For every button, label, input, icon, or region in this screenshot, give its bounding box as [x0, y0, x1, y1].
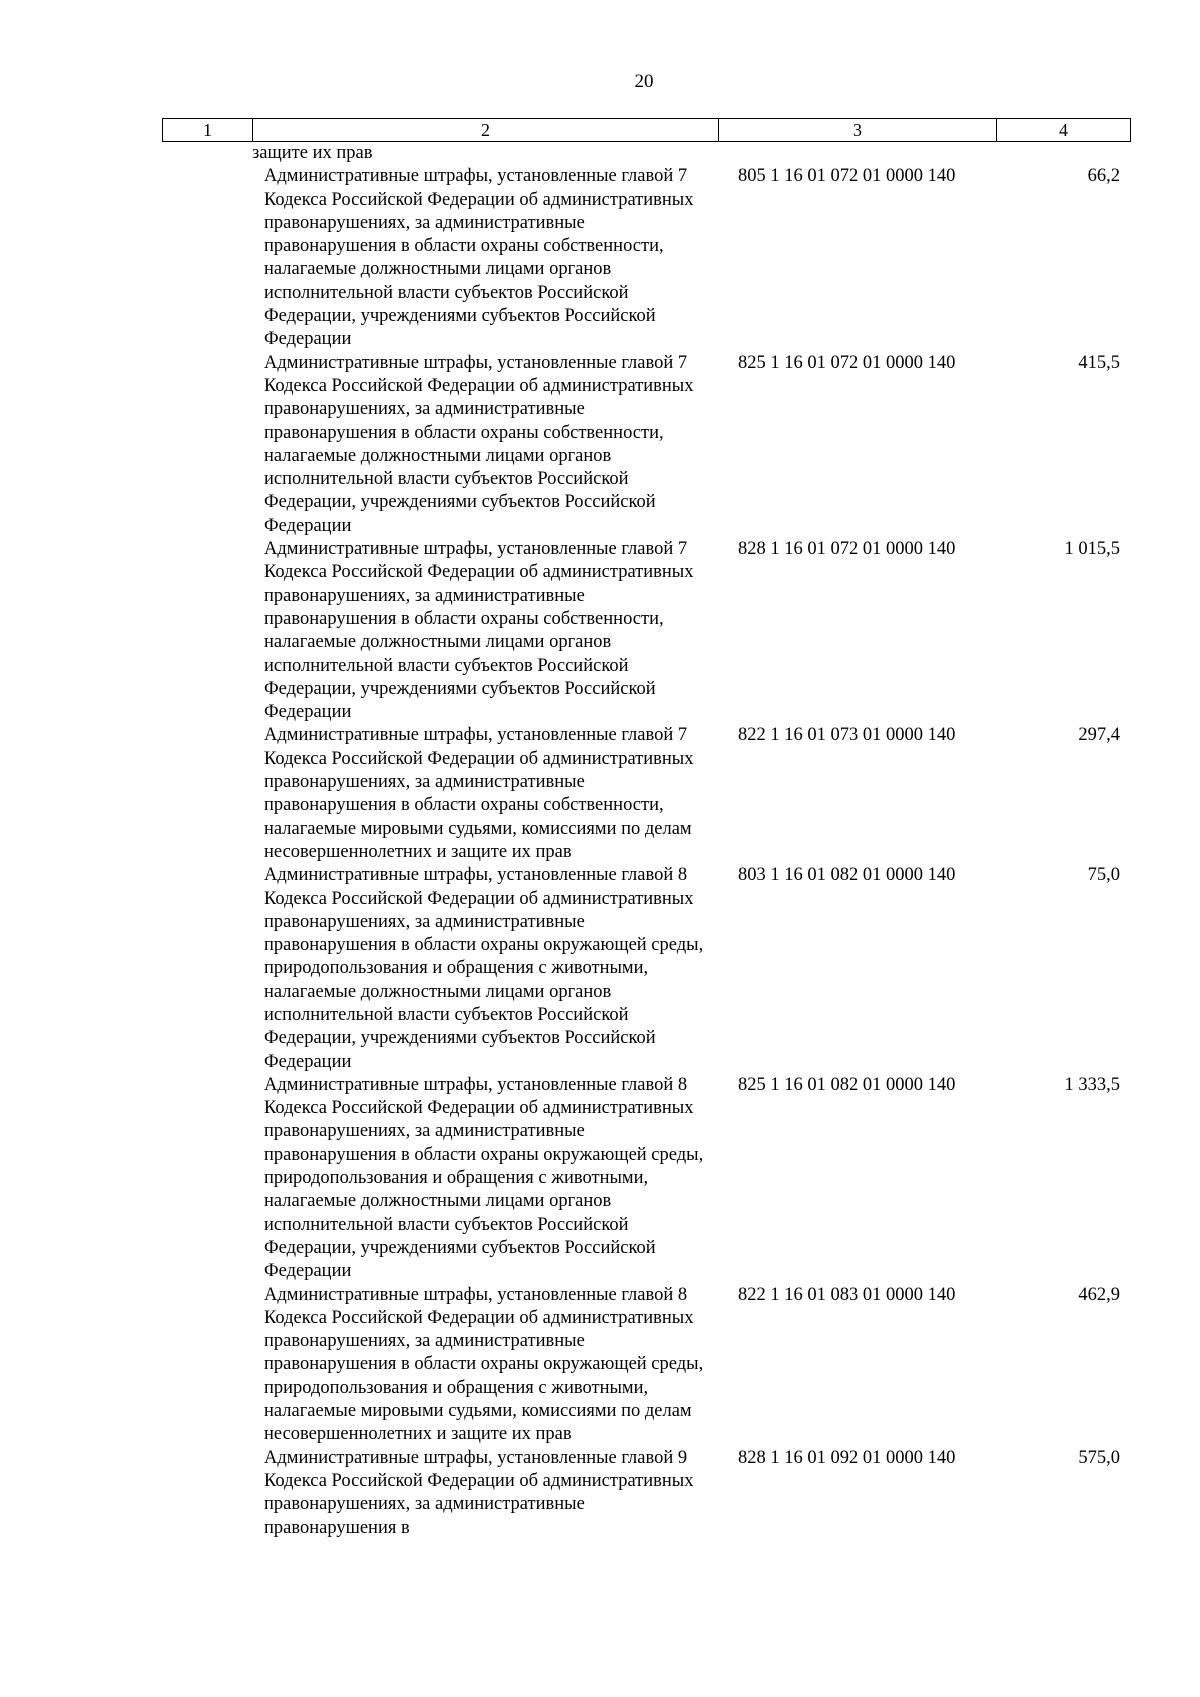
budget-classification-code: 805 1 16 01 072 01 0000 140	[738, 166, 956, 187]
budget-classification-code: 822 1 16 01 083 01 0000 140	[738, 1284, 956, 1305]
table-row	[162, 352, 1130, 538]
amount-value: 297,4	[1078, 725, 1120, 746]
row-number-cell	[162, 864, 252, 1074]
amount-value: 1 333,5	[1064, 1074, 1120, 1095]
row-number-cell	[162, 538, 252, 724]
budget-classification-code: 803 1 16 01 082 01 0000 140	[738, 865, 956, 886]
column-header-table	[162, 118, 1131, 142]
table-row	[162, 864, 1130, 1074]
table-row	[162, 538, 1130, 724]
row-number-cell	[162, 1074, 252, 1284]
table-row	[162, 1284, 1130, 1447]
revenue-name: Административные штрафы, установленные главой 9 Кодекса Российской Федерации об административных правонарушениях, за административные правонарушения в	[264, 1447, 694, 1538]
continuation-row	[162, 142, 1130, 165]
column-header-2: 2	[253, 119, 719, 142]
row-number-cell	[162, 724, 252, 864]
row-number-cell	[162, 142, 252, 165]
revenue-name: Административные штрафы, установленные главой 8 Кодекса Российской Федерации об административных правонарушениях, за административные правонарушения в области охраны окружающей среды, природопользования и обращения с животными, налагаемые должностными лицами органов исполнительной власти субъектов Российской Федерации, учреждениями субъектов Российской Федерации	[264, 865, 704, 1072]
amount-value: 415,5	[1078, 352, 1120, 373]
amount-cell	[996, 142, 1130, 165]
budget-classification-code: 828 1 16 01 072 01 0000 140	[738, 539, 956, 560]
table-row	[162, 165, 1130, 351]
row-number-cell	[162, 1447, 252, 1540]
amount-value: 1 015,5	[1064, 539, 1120, 560]
amount-value: 575,0	[1078, 1447, 1120, 1468]
column-header-4: 4	[997, 119, 1131, 142]
revenue-name: Административные штрафы, установленные главой 7 Кодекса Российской Федерации об административных правонарушениях, за административные правонарушения в области охраны собственности, налагаемые должностными лицами органов исполнительной власти субъектов Российской Федерации, учреждениями субъектов Российской Федерации	[264, 539, 694, 723]
table-row	[162, 724, 1130, 864]
budget-classification-code: 822 1 16 01 073 01 0000 140	[738, 725, 956, 746]
revenue-name: Административные штрафы, установленные главой 8 Кодекса Российской Федерации об административных правонарушениях, за административные правонарушения в области охраны окружающей среды, природопользования и обращения с животными, налагаемые должностными лицами органов исполнительной власти субъектов Российской Федерации, учреждениями субъектов Российской Федерации	[264, 1074, 704, 1282]
amount-value: 66,2	[1087, 166, 1120, 187]
budget-classification-code: 825 1 16 01 072 01 0000 140	[738, 352, 956, 373]
revenue-name: Административные штрафы, установленные главой 7 Кодекса Российской Федерации об административных правонарушениях, за административные правонарушения в области охраны собственности, налагаемые должностными лицами органов исполнительной власти субъектов Российской Федерации, учреждениями субъектов Российской Федерации	[264, 352, 694, 536]
continuation-text: защите их прав	[252, 143, 373, 163]
revenue-name: Административные штрафы, установленные главой 7 Кодекса Российской Федерации об административных правонарушениях, за административные правонарушения в области охраны собственности, налагаемые мировыми судьями, комиссиями по делам несовершеннолетних и защите их прав	[264, 725, 694, 862]
revenue-table-body	[162, 142, 1130, 1540]
amount-value: 462,9	[1078, 1284, 1120, 1305]
column-header-1: 1	[163, 119, 253, 142]
code-cell	[718, 142, 996, 165]
budget-classification-code: 828 1 16 01 092 01 0000 140	[738, 1447, 956, 1468]
budget-classification-code: 825 1 16 01 082 01 0000 140	[738, 1074, 956, 1095]
table-row	[162, 1074, 1130, 1284]
table-row	[162, 1447, 1130, 1540]
column-header-row	[163, 119, 1131, 142]
revenue-name: Административные штрафы, установленные главой 7 Кодекса Российской Федерации об административных правонарушениях, за административные правонарушения в области охраны собственности, налагаемые должностными лицами органов исполнительной власти субъектов Российской Федерации, учреждениями субъектов Российской Федерации	[264, 166, 694, 350]
page-number: 20	[634, 71, 654, 92]
revenue-table	[162, 142, 1130, 1540]
row-number-cell	[162, 352, 252, 538]
column-header-3: 3	[719, 119, 997, 142]
row-number-cell	[162, 1284, 252, 1447]
row-number-cell	[162, 165, 252, 351]
amount-value: 75,0	[1087, 865, 1120, 886]
revenue-name: Административные штрафы, установленные главой 8 Кодекса Российской Федерации об административных правонарушениях, за административные правонарушения в области охраны окружающей среды, природопользования и обращения с животными, налагаемые мировыми судьями, комиссиями по делам несовершеннолетних и защите их прав	[264, 1284, 704, 1445]
